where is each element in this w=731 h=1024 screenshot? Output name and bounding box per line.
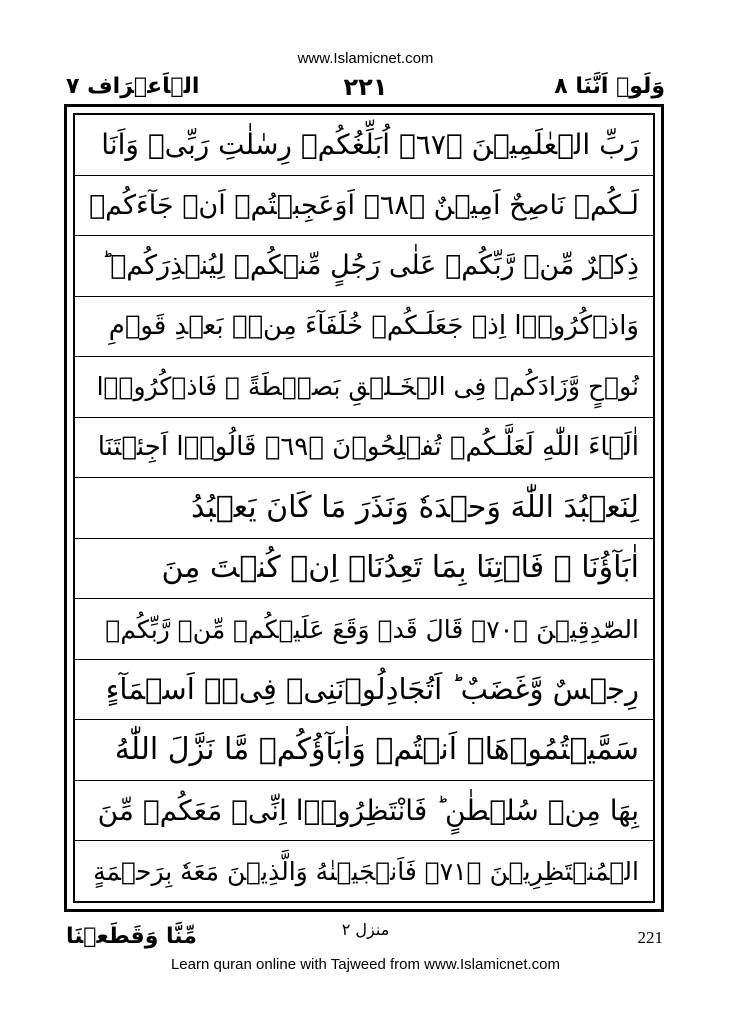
verse-line: رَبِّ الۡعٰلَمِيۡنَ ﴿٦٧﴾ اُبَلِّغُكُمۡ رِسٰلٰتِ رَبِّىۡ وَاَنَا (75, 115, 653, 176)
manzil-label: منزل ٢ (341, 920, 390, 939)
verse-line: بِهَا مِنۡ سُلۡطٰنٍ ؕ فَانْتَظِرُوۡۤا اِنِّىۡ مَعَكُمۡ مِّنَ (75, 781, 653, 842)
juz-title: وَلَوۡ اَنَّنَا ٨ (554, 74, 665, 99)
text-block (73, 113, 655, 903)
verse-line: وَاذۡكُرُوۡۤا اِذۡ جَعَلَـكُمۡ خُلَفَآءَ مِنۡۢ بَعۡدِ قَوۡمِ (75, 297, 653, 358)
surah-title: الۡاَعۡرَاف ٧ (66, 74, 200, 99)
verse-line: اٰبَآؤُنَا ۚ فَاۡتِنَا بِمَا تَعِدُنَاۤ اِنۡ كُنۡتَ مِنَ (75, 539, 653, 600)
verse-line: الصّٰدِقِيۡنَ ﴿٧٠﴾ قَالَ قَدۡ وَقَعَ عَلَيۡكُمۡ مِّنۡ رَّبِّكُمۡ (75, 599, 653, 660)
page-number-arabic: ٢٢١ (343, 73, 388, 101)
verse-line: ذِكۡرٌ مِّنۡ رَّبِّكُمۡ عَلٰى رَجُلٍ مِّنۡكُمۡ لِيُنۡذِرَكُمۡ ؕ (75, 236, 653, 297)
verse-line: نُوۡحٍ وَّزَادَكُمۡ فِى الۡخَـلۡقِ بَصۜۡطَةً ۚ فَاذۡكُرُوۡۤا (75, 357, 653, 418)
verse-line: اٰلَۤاءَ اللّٰهِ لَعَلَّـكُمۡ تُفۡلِحُوۡنَ ﴿٦٩﴾ قَالُوۡۤا اَجِئۡتَنَا (75, 418, 653, 479)
footer-tagline: Learn quran online with Tajweed from www.Islamicnet.com (170, 956, 561, 973)
verse-line: لَـكُمۡ نَاصِحٌ اَمِيۡنٌ ﴿٦٨﴾ اَوَعَجِبۡتُمۡ اَنۡ جَآءَكُمۡ (75, 176, 653, 237)
verse-line: سَمَّيۡتُمُوۡهَاۤ اَنۡتُمۡ وَاٰبَآؤُكُمۡ مَّا نَزَّلَ اللّٰهُ (75, 720, 653, 781)
page-number: 221 (637, 928, 663, 947)
verse-line: الۡمُنۡتَظِرِيۡنَ ﴿٧١﴾ فَاَنۡجَيۡنٰهُ وَالَّذِيۡنَ مَعَهٗ بِرَحۡمَةٍ (93, 856, 639, 886)
text-frame (64, 104, 664, 912)
catchword: مِّنَّا وَقَطَعۡنَا (66, 924, 197, 949)
verse-line: رِجۡسٌ وَّغَضَبٌ ؕ اَتُجَادِلُوۡنَنِىۡ فِىۡۤ اَسۡمَآءٍ (75, 660, 653, 721)
verse-line: لِنَعۡبُدَ اللّٰهَ وَحۡدَهٗ وَنَذَرَ مَا كَانَ يَعۡبُدُ (75, 478, 653, 539)
site-url: www.Islamicnet.com (297, 50, 434, 67)
